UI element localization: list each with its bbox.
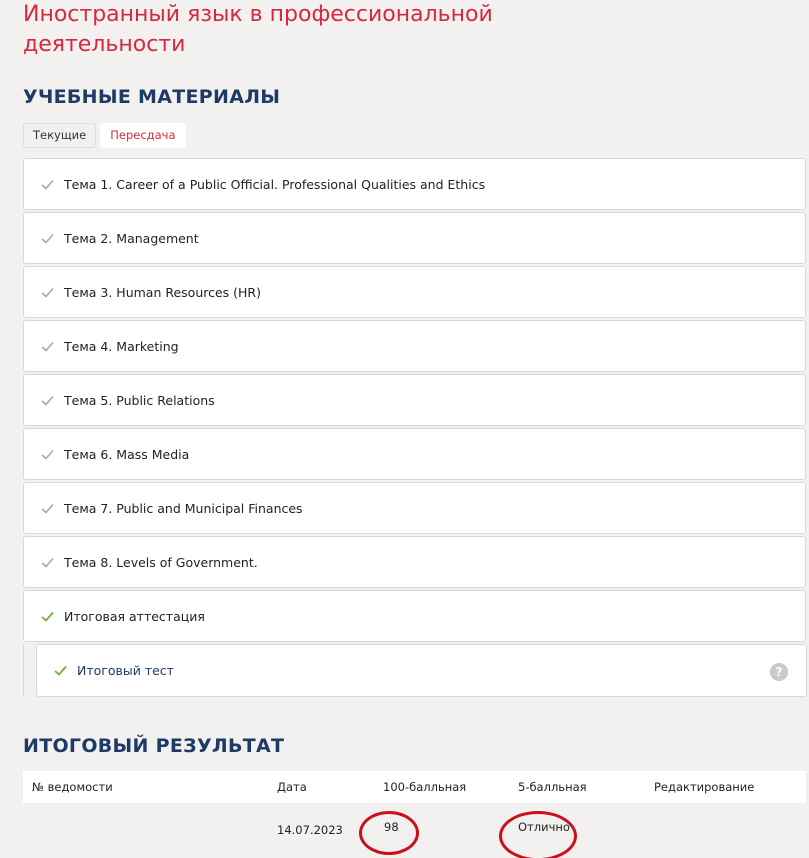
score5-annotation-circle (499, 811, 577, 858)
materials-heading: УЧЕБНЫЕ МАТЕРИАЛЫ (23, 86, 281, 108)
results-heading: ИТОГОВЫЙ РЕЗУЛЬТАТ (23, 735, 285, 757)
check-icon (39, 284, 56, 301)
check-icon (39, 392, 56, 409)
results-header-row (23, 771, 806, 803)
topic-item-4[interactable] (23, 320, 806, 372)
col-header-number: № ведомости (32, 780, 113, 794)
cell-score5: Отлично (518, 820, 570, 834)
topic-label: Тема 1. Career of a Public Official. Professional Qualities and Ethics (64, 176, 486, 192)
topic-label: Итоговая аттестация (64, 608, 205, 624)
check-icon (39, 500, 56, 517)
topic-label: Тема 4. Marketing (64, 338, 179, 354)
topic-item-1[interactable] (23, 158, 806, 210)
table-row (23, 803, 806, 858)
topic-list (23, 158, 806, 644)
col-header-score100: 100-балльная (383, 780, 467, 794)
final-test-item[interactable] (36, 644, 807, 697)
materials-tabs (23, 123, 186, 148)
topic-label: Тема 3. Human Resources (HR) (64, 284, 261, 300)
topic-label: Тема 7. Public and Municipal Finances (64, 500, 303, 516)
check-icon (39, 230, 56, 247)
cell-score100: 98 (384, 820, 399, 834)
topic-item-8[interactable] (23, 536, 806, 588)
topic-item-3[interactable] (23, 266, 806, 318)
topic-label: Тема 6. Mass Media (64, 446, 190, 462)
check-icon (39, 554, 56, 571)
tab-retake[interactable]: Пересдача (100, 123, 185, 148)
tab-current[interactable]: Текущие (23, 123, 96, 148)
topic-item-final-attestation[interactable] (23, 590, 806, 642)
topic-label: Тема 8. Levels of Government. (64, 554, 258, 570)
check-icon (39, 608, 56, 625)
final-test-label: Итоговый тест (77, 663, 174, 678)
topic-label: Тема 2. Management (64, 230, 199, 246)
check-icon (52, 662, 69, 679)
results-table (23, 771, 806, 858)
topic-item-5[interactable] (23, 374, 806, 426)
col-header-date: Дата (277, 780, 307, 794)
course-title: Иностранный язык в профессиональной деятельности (23, 2, 493, 57)
final-attestation-children (23, 644, 806, 697)
cell-date: 14.07.2023 (277, 823, 343, 837)
help-icon[interactable]: ? (770, 663, 788, 681)
col-header-score5: 5-балльная (518, 780, 587, 794)
topic-label: Тема 5. Public Relations (64, 392, 215, 408)
topic-item-7[interactable] (23, 482, 806, 534)
col-header-edit: Редактирование (654, 780, 755, 794)
score100-annotation-circle (359, 811, 419, 855)
topic-item-2[interactable] (23, 212, 806, 264)
check-icon (39, 176, 56, 193)
topic-item-6[interactable] (23, 428, 806, 480)
check-icon (39, 338, 56, 355)
check-icon (39, 446, 56, 463)
